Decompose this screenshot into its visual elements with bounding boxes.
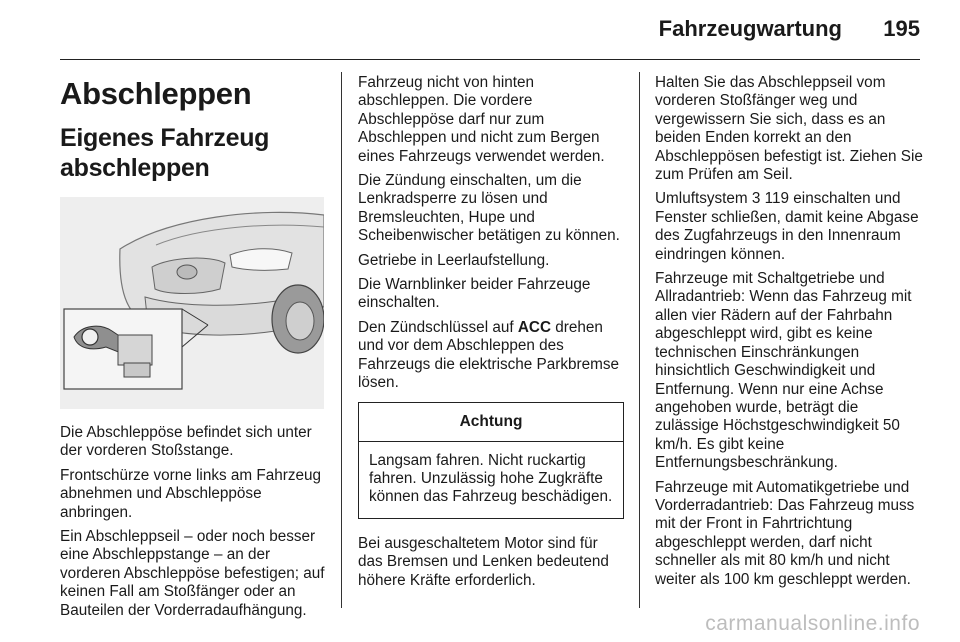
acc-keyword: ACC xyxy=(517,318,552,336)
page-number: 195 xyxy=(883,16,920,41)
section-title: Fahrzeugwartung xyxy=(658,16,842,41)
column-divider xyxy=(341,72,342,608)
paragraph: Fahrzeuge mit Automatikgetriebe und Vorderradantrieb: Das Fahrzeug muss mit der Front in Fahrtrichtung abgeschleppt werden, darf nicht schneller als mit 80 km/h und nicht weiter als 100 km geschleppt werden. xyxy=(655,478,915,588)
caution-box xyxy=(358,402,624,519)
paragraph: Getriebe in Leerlaufstellung. xyxy=(358,251,550,269)
paragraph: Halten Sie das Abschleppseil vom vorderen Stoßfänger weg und vergewissern Sie sich, dass es an beiden Enden korrekt an den Abschleppösen befestigt ist. Ziehen Sie zum Prüfen am Seil. xyxy=(655,74,923,184)
paragraph xyxy=(655,190,923,264)
text-run: Den Zündschlüssel auf xyxy=(358,318,518,336)
column-divider xyxy=(639,72,640,608)
caution-text: Langsam fahren. Nicht ruckartig fahren. Unzulässig hohe Zugkräfte können das Fahrzeug beschädigen. xyxy=(369,451,613,506)
watermark: carmanualsonline.info xyxy=(705,612,920,635)
text-run: Umluftsystem xyxy=(655,190,752,208)
column-2 xyxy=(358,74,626,596)
column-3 xyxy=(655,74,923,595)
page-heading: Abschleppen xyxy=(60,76,252,111)
paragraph xyxy=(358,319,626,393)
paragraph: Frontschürze vorne links am Fahrzeug abnehmen und Abschleppöse anbringen. xyxy=(60,466,322,521)
towing-eye-illustration xyxy=(60,197,324,409)
column-1 xyxy=(60,72,326,626)
paragraph: Die Warnblinker beider Fahrzeuge einschalten. xyxy=(358,276,591,312)
paragraph: Die Abschleppöse befindet sich unter der vorderen Stoßstange. xyxy=(60,424,312,460)
paragraph: Die Zündung einschalten, um die Lenkradsperre zu lösen und Bremsleuchten, Hupe und Scheibenwischer betätigen zu können. xyxy=(358,172,620,245)
paragraph: Fahrzeug nicht von hinten abschleppen. Die vordere Abschleppöse darf nur zum Abschleppen und nicht zum Bergen eines Fahrzeugs verwendet werden. xyxy=(358,74,605,165)
page-subheading: Eigenes Fahrzeug abschleppen xyxy=(60,124,270,182)
caution-title: Achtung xyxy=(359,403,623,442)
paragraph: Fahrzeuge mit Schaltgetriebe und Allradantrieb: Wenn das Fahrzeug mit allen vier Rädern auf der Fahrbahn abgeschleppt wird, gibt es keine technischen Einschränkungen hinsichtlich Geschwindigkeit und Entfernung. Wenn nur eine Achse angehoben wurde, beträgt die zulässige Höchstgeschwindigkeit 50 km/h. Es gibt keine Entfernungsbeschränkung. xyxy=(655,270,912,472)
text-run: drehen und vor dem Abschleppen des Fahrzeugs die elektrische Parkbremse lösen. xyxy=(358,318,620,392)
text-run: 119 einschalten und Fenster schließen, damit keine Abgase des Zugfahrzeugs in den Innenraum eindringen können. xyxy=(655,190,919,263)
page-reference-arrow-icon: 3 xyxy=(751,190,761,208)
paragraph: Bei ausgeschaltetem Motor sind für das Bremsen und Lenken bedeutend höhere Kräfte erforderlich. xyxy=(358,534,609,589)
page-header xyxy=(60,0,920,60)
paragraph: Ein Abschleppseil – oder noch besser eine Abschleppstange – an der vorderen Abschleppöse befestigen; auf keinen Fall am Stoßfänger oder an Bauteilen der Vorderradaufhängung. xyxy=(60,528,325,619)
